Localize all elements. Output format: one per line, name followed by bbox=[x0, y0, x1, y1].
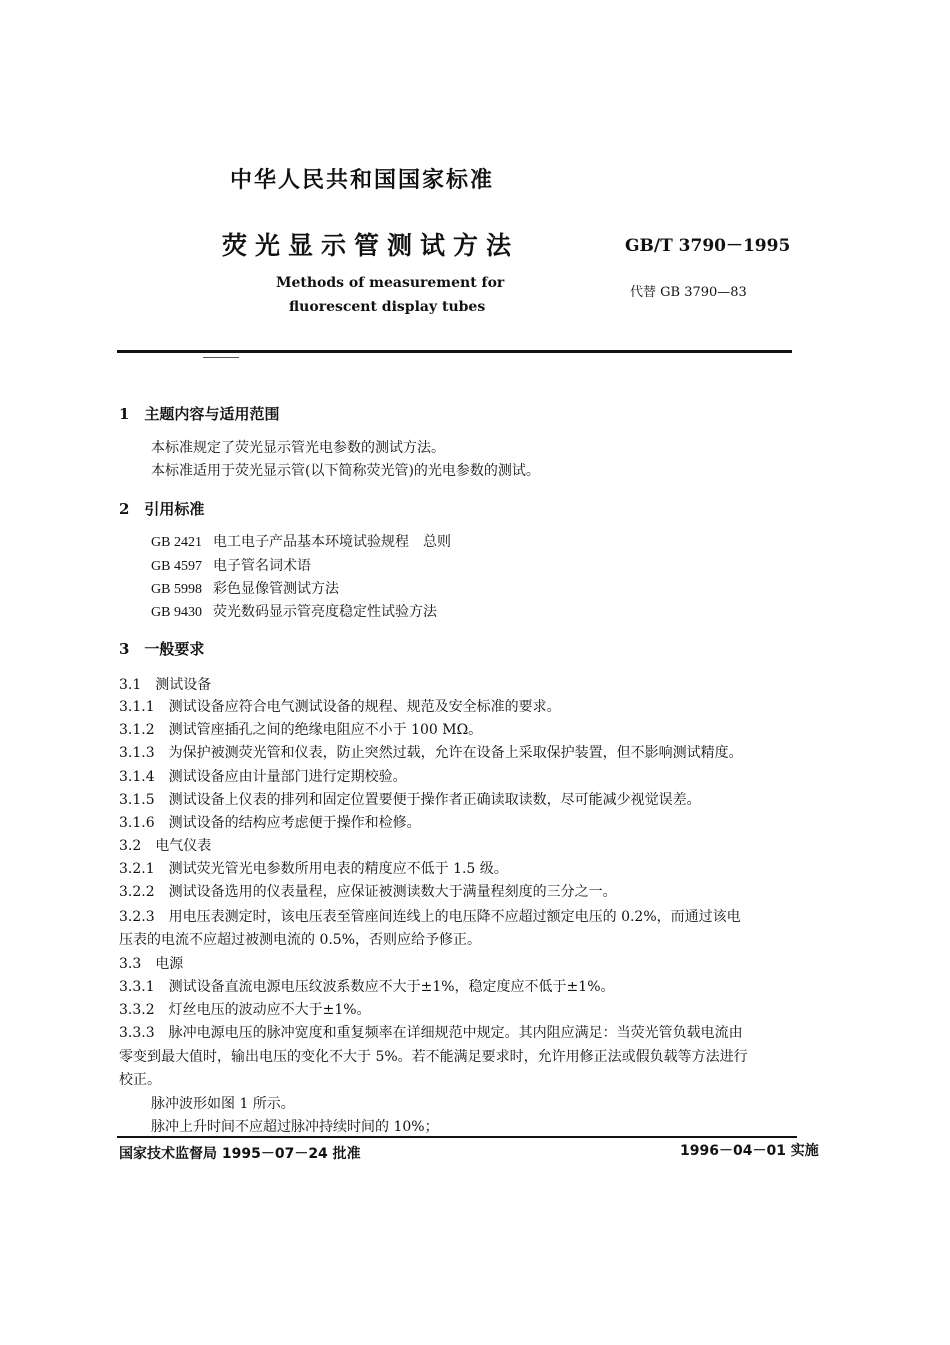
section-1-paragraph: 本标准规定了荧光显示管光电参数的测试方法。 bbox=[151, 440, 445, 456]
clause: 3.1.3 为保护被测荧光管和仪表，防止突然过载，允许在设备上采取保护装置，但不影响测试精度。 bbox=[119, 745, 743, 761]
clause: 3.3.3 脉冲电源电压的脉冲宽度和重复频率在详细规范中规定。其内阻应满足：当荧光管负载电流由 bbox=[119, 1025, 743, 1041]
paragraph: 脉冲波形如图 1 所示。 bbox=[151, 1096, 295, 1112]
reference-code: GB 9430 bbox=[151, 605, 202, 620]
reference-item bbox=[151, 601, 437, 621]
title-en-line2: fluorescent display tubes bbox=[289, 299, 486, 315]
reference-title: 荧光数码显示管亮度稳定性试验方法 bbox=[213, 604, 437, 620]
approval-date: 国家技术监督局 1995－07－24 批准 bbox=[119, 1146, 361, 1162]
clause-continuation: 零变到最大值时，输出电压的变化不大于 5%。若不能满足要求时，允许用修正法或假负载等方法进行 bbox=[119, 1049, 748, 1065]
clause: 3.1.6 测试设备的结构应考虑便于操作和检修。 bbox=[119, 815, 421, 831]
clause-continuation: 压表的电流不应超过被测电流的 0.5%，否则应给予修正。 bbox=[119, 932, 482, 948]
title-en-line1: Methods of measurement for bbox=[276, 275, 505, 291]
subsection-heading: 3.2 电气仪表 bbox=[119, 838, 212, 854]
section-2-heading: 2 引用标准 bbox=[119, 500, 205, 518]
document-title-cn: 荧光显示管测试方法 bbox=[222, 231, 520, 260]
header-subrule bbox=[203, 357, 239, 358]
clause: 3.1.1 测试设备应符合电气测试设备的规程、规范及安全标准的要求。 bbox=[119, 699, 561, 715]
reference-code: GB 2421 bbox=[151, 535, 202, 550]
header-rule bbox=[117, 350, 792, 353]
clause: 3.3.1 测试设备直流电源电压纹波系数应不大于±1%，稳定度应不低于±1%。 bbox=[119, 979, 615, 995]
section-1-heading: 1 主题内容与适用范围 bbox=[119, 405, 280, 423]
reference-title: 电工电子产品基本环境试验规程 总则 bbox=[213, 534, 451, 550]
section-3-heading: 3 一般要求 bbox=[119, 640, 205, 658]
reference-item bbox=[151, 578, 339, 598]
reference-item bbox=[151, 531, 451, 551]
reference-code: GB 4597 bbox=[151, 559, 202, 574]
clause: 3.1.4 测试设备应由计量部门进行定期校验。 bbox=[119, 769, 407, 785]
clause: 3.2.2 测试设备选用的仪表量程，应保证被测读数大于满量程刻度的三分之一。 bbox=[119, 884, 617, 900]
clause: 3.2.3 用电压表测定时，该电压表至管座间连线上的电压降不应超过额定电压的 0.2%，而通过该电 bbox=[119, 909, 741, 925]
clause: 3.1.2 测试管座插孔之间的绝缘电阻应不小于 100 MΩ。 bbox=[119, 722, 483, 738]
subsection-heading: 3.3 电源 bbox=[119, 956, 184, 972]
reference-title: 电子管名词术语 bbox=[213, 558, 311, 574]
clause: 3.1.5 测试设备上仪表的排列和固定位置要便于操作者正确读取读数，尽可能减少视觉误差。 bbox=[119, 792, 701, 808]
paragraph: 脉冲上升时间不应超过脉冲持续时间的 10%； bbox=[151, 1119, 439, 1135]
subsection-heading: 3.1 测试设备 bbox=[119, 677, 212, 693]
standard-number: GB/T 3790－1995 bbox=[625, 236, 791, 256]
clause-continuation: 校正。 bbox=[119, 1072, 161, 1088]
reference-item bbox=[151, 555, 311, 575]
reference-title: 彩色显像管测试方法 bbox=[213, 581, 339, 597]
reference-code: GB 5998 bbox=[151, 582, 202, 597]
footer-rule bbox=[117, 1136, 797, 1138]
replaces-standard: 代替 GB 3790—83 bbox=[630, 285, 747, 300]
clause: 3.3.2 灯丝电压的波动应不大于±1%。 bbox=[119, 1002, 371, 1018]
effective-date: 1996－04－01 实施 bbox=[680, 1143, 819, 1159]
national-standard-title: 中华人民共和国国家标准 bbox=[230, 168, 495, 193]
clause: 3.2.1 测试荧光管光电参数所用电表的精度应不低于 1.5 级。 bbox=[119, 861, 508, 877]
section-1-paragraph: 本标准适用于荧光显示管(以下简称荧光管)的光电参数的测试。 bbox=[151, 463, 540, 479]
